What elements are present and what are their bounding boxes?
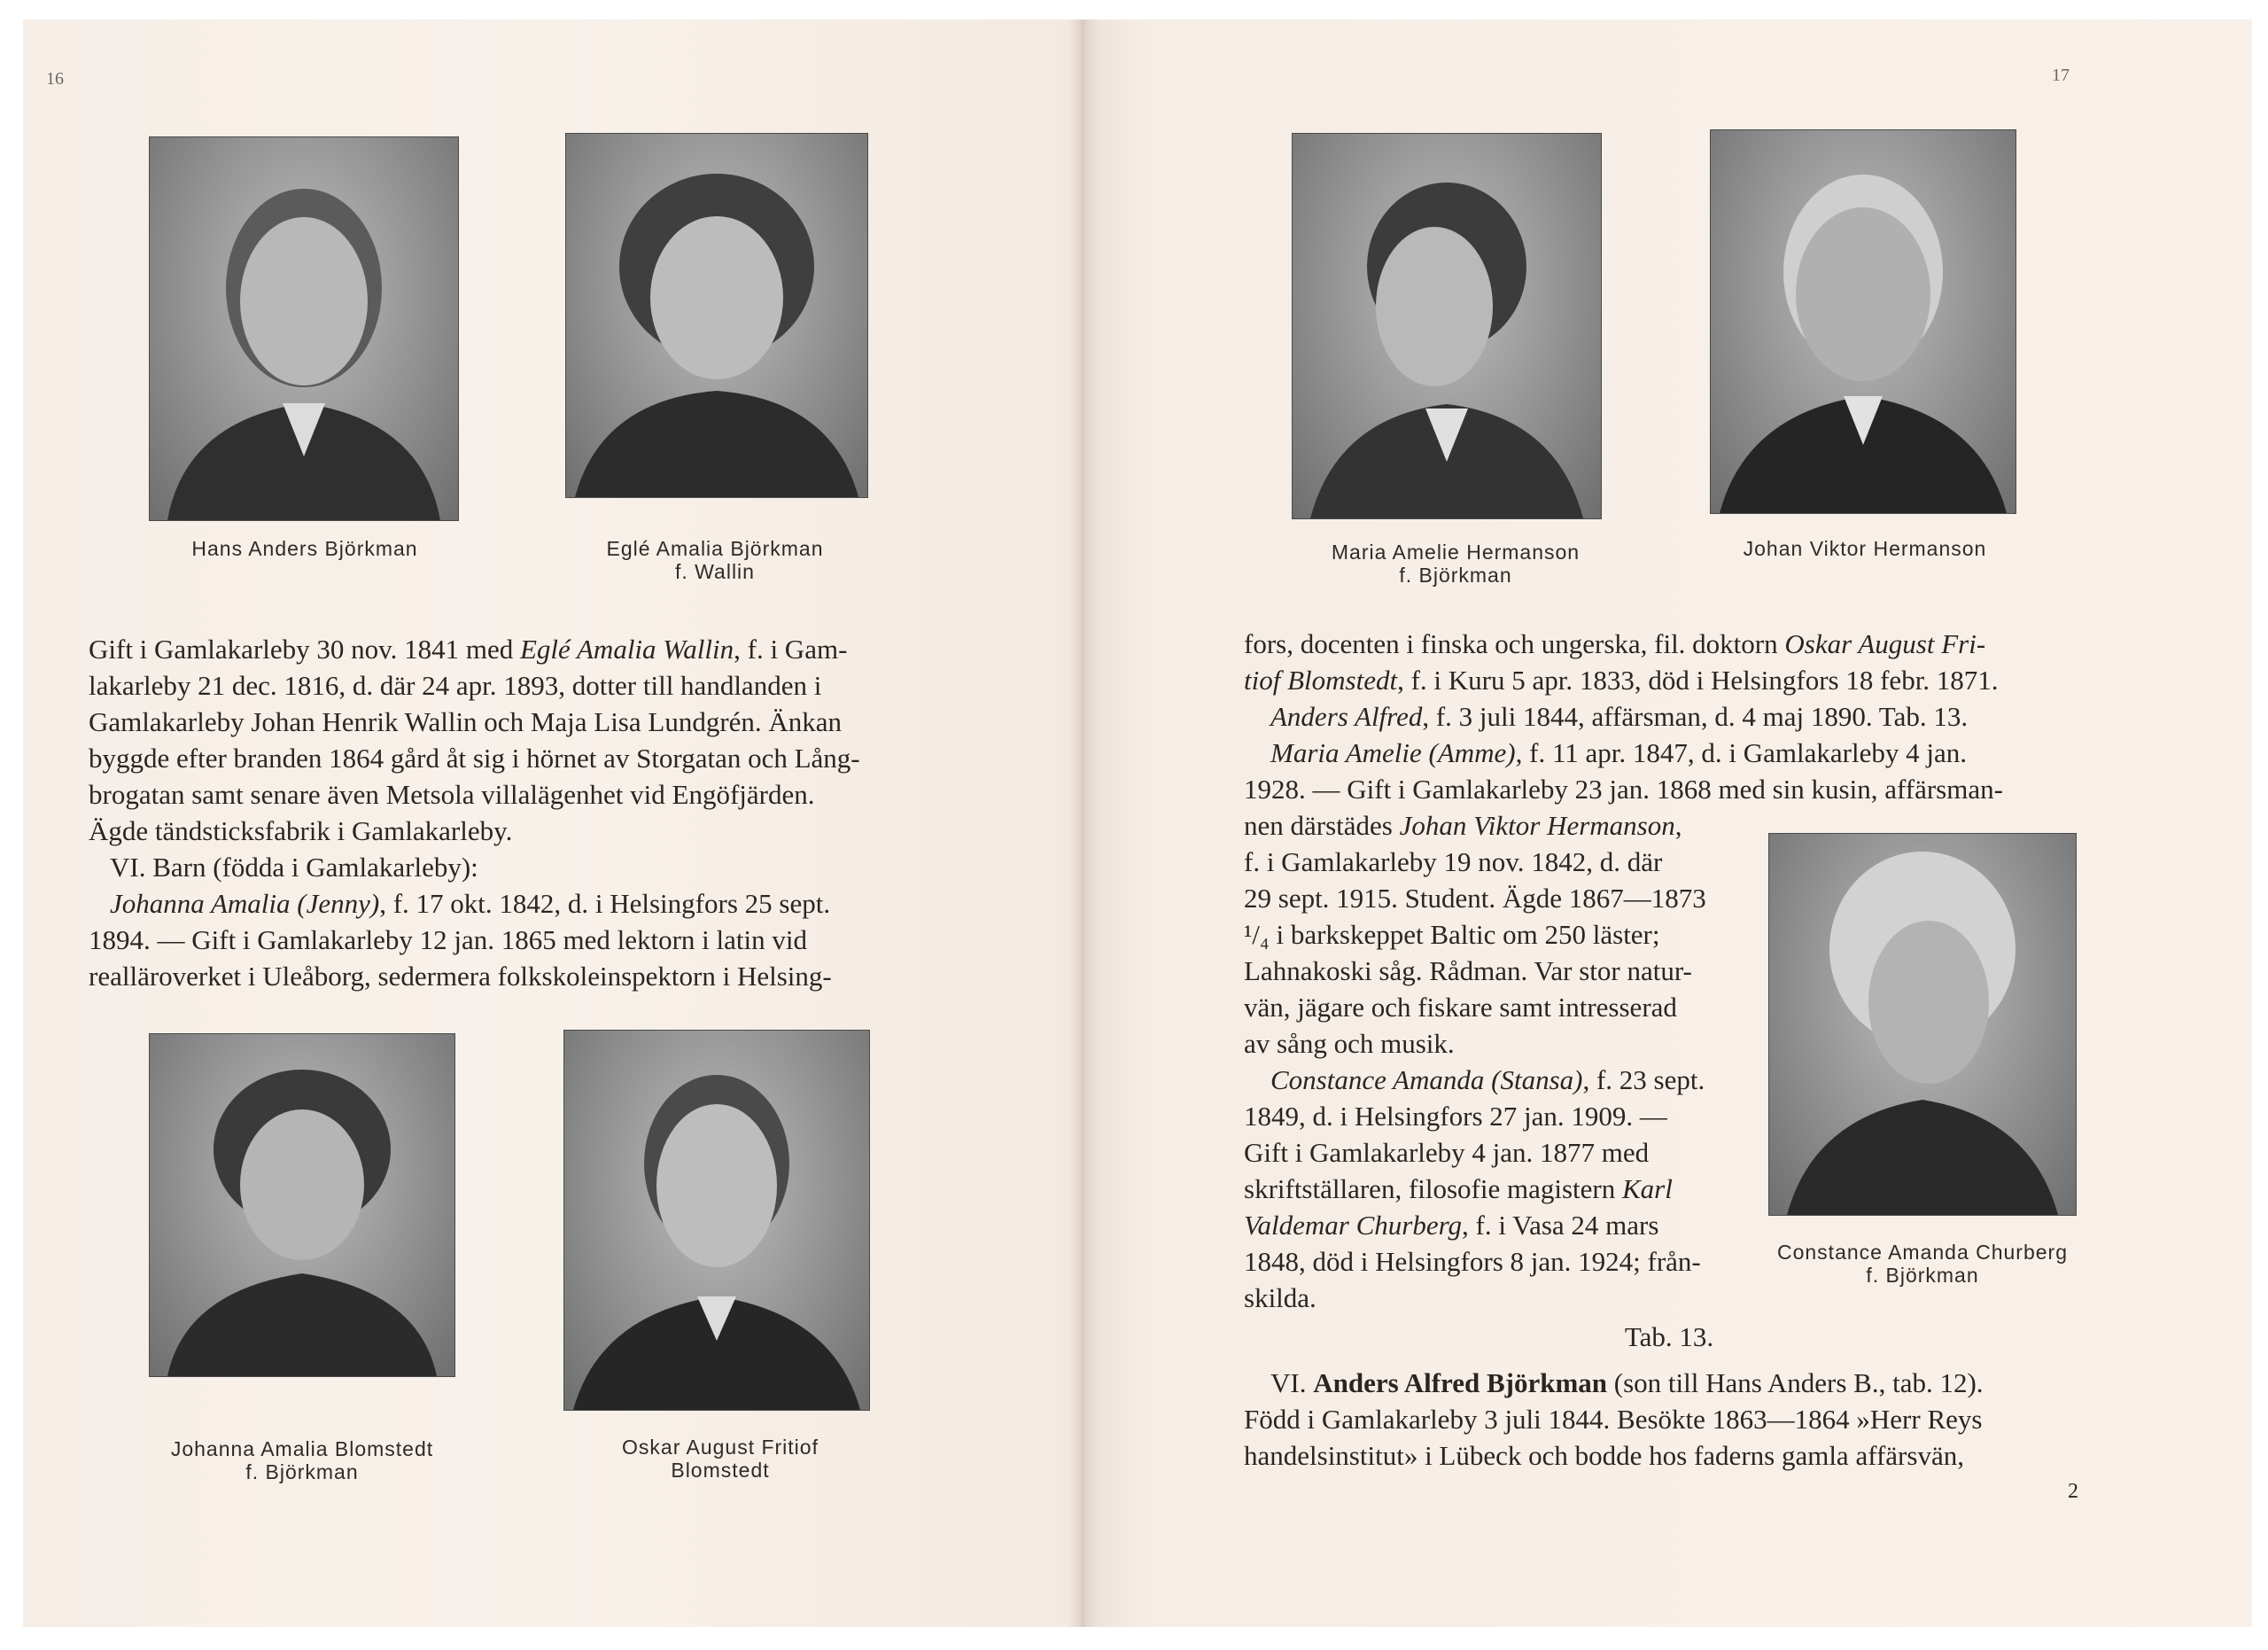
text-line: fors, docenten i finska och ungerska, fil. doktorn Oskar August Fri- (1244, 628, 1986, 659)
text-line: realläroverket i Uleåborg, sedermera folkskoleinspektorn i Helsing- (89, 961, 832, 992)
caption-name: Maria Amelie Hermanson (1331, 541, 1581, 564)
portrait-photo-2 (565, 133, 868, 498)
book-gutter (1068, 19, 1099, 1627)
portrait-silhouette-icon (1293, 134, 1601, 518)
left-body-text (89, 631, 860, 994)
caption-name: Johan Viktor Hermanson (1743, 537, 1987, 560)
section-heading: VI. Barn (födda i Gamlakarleby): (110, 852, 478, 883)
tab-heading: Tab. 13. (1624, 1321, 1714, 1352)
portrait-silhouette-icon (150, 1034, 454, 1376)
text-line: Lahnakoski såg. Rådman. Var stor natur- (1244, 955, 1692, 986)
portrait-photo-3 (149, 1033, 455, 1377)
caption-portrait-3 (129, 1437, 475, 1483)
portrait-silhouette-icon (1711, 130, 2016, 513)
text-line: 1894. — Gift i Gamlakarleby 12 jan. 1865 med lektorn i latin vid (89, 924, 808, 955)
text-line: brogatan samt senare även Metsola villalägenhet vid Engöfjärden. (89, 779, 815, 810)
text-line: Johanna Amalia (Jenny), f. 17 okt. 1842, d. i Helsingfors 25 sept. (110, 888, 831, 919)
text-line: vän, jägare och fiskare samt intresserad (1244, 992, 1677, 1023)
text-line: ¹/₄ i barkskeppet Baltic om 250 läster; (1244, 919, 1660, 950)
text-line: 1849, d. i Helsingfors 27 jan. 1909. — (1244, 1101, 1667, 1132)
portrait-photo-6 (1710, 129, 2016, 514)
text-line: f. i Gamlakarleby 19 nov. 1842, d. där (1244, 846, 1663, 877)
portrait-silhouette-icon (1769, 834, 2076, 1215)
text-line: byggde efter branden 1864 gård åt sig i hörnet av Storgatan och Lång- (89, 743, 860, 774)
caption-maiden-name: f. Björkman (1399, 564, 1512, 587)
caption-name: Oskar August Fritiof (622, 1436, 819, 1459)
caption-portrait-1 (151, 537, 459, 560)
signature-mark: 2 (2068, 1480, 2078, 1503)
text-line: 1928. — Gift i Gamlakarleby 23 jan. 1868 med sin kusin, affärsman- (1244, 774, 2003, 805)
portrait-photo-1 (149, 136, 459, 521)
text-line: VI. Anders Alfred Björkman (son till Hans Anders B., tab. 12). (1270, 1367, 1984, 1398)
portrait-silhouette-icon (150, 137, 458, 520)
caption-name: Constance Amanda Churberg (1776, 1241, 2069, 1264)
text-line: av sång och musik. (1244, 1028, 1455, 1059)
text-line: nen därstädes Johan Viktor Hermanson, (1244, 810, 1682, 841)
caption-portrait-4 (548, 1436, 893, 1482)
portrait-photo-7 (1768, 833, 2077, 1216)
text-line: lakarleby 21 dec. 1816, d. där 24 apr. 1893, dotter till handlanden i (89, 670, 822, 701)
portrait-photo-5 (1292, 133, 1602, 519)
text-line: Gamlakarleby Johan Henrik Wallin och Maja Lisa Lundgrén. Änkan (89, 706, 843, 737)
tab-13-text (1244, 1365, 1984, 1474)
text-line: tiof Blomstedt, f. i Kuru 5 apr. 1833, död i Helsingfors 18 febr. 1871. (1244, 665, 1999, 696)
portrait-silhouette-icon (564, 1031, 869, 1410)
right-body-text-narrow (1244, 844, 1706, 1316)
text-line: 1848, död i Helsingfors 8 jan. 1924; från- (1244, 1246, 1701, 1277)
text-line: Valdemar Churberg, f. i Vasa 24 mars (1244, 1210, 1659, 1241)
caption-name: Eglé Amalia Björkman (606, 537, 824, 560)
text-line: Maria Amelie (Amme), f. 11 apr. 1847, d. i Gamlakarleby 4 jan. (1270, 737, 1967, 768)
text-line: Född i Gamlakarleby 3 juli 1844. Besökte 1863—1864 »Herr Reys (1244, 1404, 1983, 1435)
caption-portrait-5 (1283, 541, 1628, 587)
text-line: Constance Amanda (Stansa), f. 23 sept. (1270, 1064, 1705, 1095)
text-line: Gift i Gamlakarleby 4 jan. 1877 med (1244, 1137, 1650, 1168)
caption-name: Johanna Amalia Blomstedt (170, 1437, 434, 1460)
text-line: Anders Alfred, f. 3 juli 1844, affärsman, d. 4 maj 1890. Tab. 13. (1270, 701, 1969, 732)
caption-maiden-name: f. Björkman (245, 1460, 359, 1483)
text-line: handelsinstitut» i Lübeck och bodde hos faderns gamla affärsvän, (1244, 1440, 1964, 1471)
caption-name: Hans Anders Björkman (191, 537, 418, 560)
caption-portrait-7 (1745, 1241, 2100, 1287)
right-body-text (1244, 626, 2003, 844)
caption-maiden-name: f. Björkman (1866, 1264, 1979, 1287)
text-line: 29 sept. 1915. Student. Ägde 1867—1873 (1244, 883, 1706, 914)
page-number-left: 16 (46, 69, 64, 89)
text-line: Ägde tändsticksfabrik i Gamlakarleby. (89, 815, 513, 846)
caption-name-line2: Blomstedt (671, 1459, 770, 1482)
page-number-right: 17 (2052, 66, 2070, 85)
text-line: Gift i Gamlakarleby 30 nov. 1841 med Eglé Amalia Wallin, f. i Gam- (89, 634, 848, 665)
portrait-silhouette-icon (566, 134, 867, 497)
portrait-photo-4 (563, 1030, 870, 1411)
caption-portrait-2 (542, 537, 888, 583)
text-line: skilda. (1244, 1282, 1317, 1313)
caption-portrait-6 (1692, 537, 2038, 560)
text-line: skriftställaren, filosofie magistern Karl (1244, 1173, 1673, 1204)
caption-maiden-name: f. Wallin (675, 560, 755, 583)
